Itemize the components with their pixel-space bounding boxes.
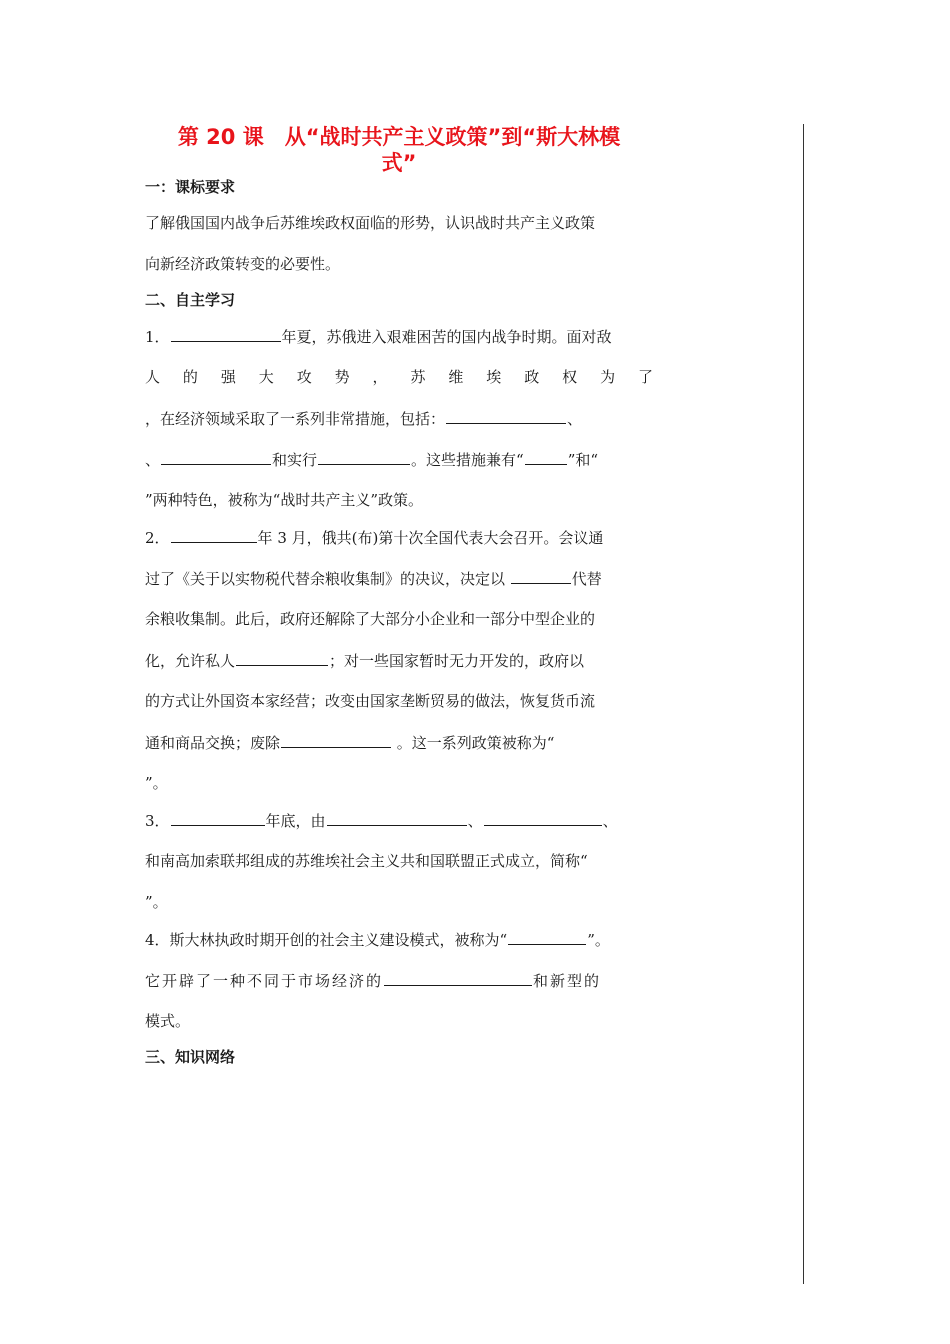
q4-text: 4．斯大林执政时期开创的社会主义建设模式，被称为“ bbox=[145, 931, 508, 949]
q1-line-e: ”两种特色，被称为“战时共产主义”政策。 bbox=[145, 491, 424, 509]
q4-blank-economy[interactable] bbox=[384, 969, 532, 986]
q3-line-a bbox=[145, 809, 653, 832]
q1-text: 。这些措施兼有“ bbox=[411, 451, 524, 469]
q3-blank-republic-2[interactable] bbox=[484, 809, 602, 826]
q1-text: 、 bbox=[567, 410, 583, 428]
q1-blank-measure-1[interactable] bbox=[446, 407, 566, 424]
q2-text: 代替 bbox=[571, 570, 602, 588]
q3-line-c: ”。 bbox=[145, 893, 168, 911]
q4-text: 和新型的 bbox=[533, 972, 602, 990]
q1-blank-measure-2[interactable] bbox=[161, 448, 271, 465]
q1-char: 权 bbox=[562, 368, 578, 386]
q2-line-d bbox=[145, 649, 653, 672]
q1-text: ”和“ bbox=[567, 451, 599, 469]
q2-line-c: 余粮收集制。此后，政府还解除了大部分小企业和一部分中型企业的 bbox=[145, 610, 596, 628]
q2-line-g: ”。 bbox=[145, 774, 168, 792]
q1-line-d bbox=[145, 448, 653, 471]
q4-blank-model[interactable] bbox=[508, 928, 586, 945]
q1-char: 政 bbox=[524, 368, 540, 386]
q2-text: 过了《关于以实物税代替余粮收集制》的决议，决定以 bbox=[145, 570, 510, 588]
q4-text: 它开辟了一种不同于市场经济的 bbox=[145, 972, 384, 990]
q3-number: 3． bbox=[145, 812, 170, 830]
q1-line-b bbox=[145, 366, 653, 388]
q2-blank-abolish[interactable] bbox=[281, 731, 391, 748]
q1-text: 年夏，苏俄进入艰难困苦的国内战争时期。面对敌 bbox=[281, 328, 612, 346]
q4-line-a bbox=[145, 928, 653, 951]
q4-text: ”。 bbox=[587, 931, 610, 949]
q1-text: 、 bbox=[145, 451, 161, 469]
q1-blank-feature[interactable] bbox=[525, 448, 567, 465]
q1-char: 攻 bbox=[296, 368, 312, 386]
lesson-title bbox=[145, 124, 653, 176]
q1-char: 埃 bbox=[486, 368, 502, 386]
title-line-2: 式” bbox=[381, 151, 417, 175]
q1-blank-year[interactable] bbox=[171, 325, 281, 342]
q3-line-b: 和南高加索联邦组成的苏维埃社会主义共和国联盟正式成立，简称“ bbox=[145, 852, 588, 870]
q2-text: 。这一系列政策被称为“ bbox=[392, 734, 555, 752]
q1-char: 人 bbox=[145, 368, 161, 386]
q1-char: 强 bbox=[220, 368, 236, 386]
q1-char: 维 bbox=[448, 368, 464, 386]
margin-line bbox=[803, 124, 804, 1284]
q1-char: 大 bbox=[258, 368, 274, 386]
section-heading-requirements: 一：课标要求 bbox=[145, 178, 236, 196]
q1-char: 苏 bbox=[410, 368, 426, 386]
q2-line-a bbox=[145, 526, 653, 549]
q2-text: ；对一些国家暂时无力开发的，政府以 bbox=[329, 652, 585, 670]
q1-line-a bbox=[145, 325, 653, 348]
q3-text: 、 bbox=[602, 812, 618, 830]
q1-text: 和实行 bbox=[272, 451, 318, 469]
q1-char: 的 bbox=[182, 368, 198, 386]
q4-line-b bbox=[145, 969, 653, 992]
requirements-text-2: 向新经济政策转变的必要性。 bbox=[145, 255, 341, 273]
section-heading-self-study: 二、自主学习 bbox=[145, 291, 236, 309]
q3-text: 、 bbox=[467, 812, 483, 830]
q2-line-e: 的方式让外国资本家经营；改变由国家垄断贸易的做法，恢复货币流 bbox=[145, 692, 596, 710]
q2-number: 2． bbox=[145, 529, 170, 547]
q1-char: 了 bbox=[637, 368, 653, 386]
q1-line-c bbox=[145, 407, 653, 430]
q3-blank-year[interactable] bbox=[171, 809, 265, 826]
q1-number: 1． bbox=[145, 328, 170, 346]
section-heading-knowledge-network: 三、知识网络 bbox=[145, 1048, 236, 1066]
q2-text: 化，允许私人 bbox=[145, 652, 236, 670]
q2-line-b bbox=[145, 567, 653, 590]
title-line-1: 第 20 课 从“战时共产主义政策”到“斯大林模 bbox=[177, 125, 621, 149]
q3-blank-republic-1[interactable] bbox=[327, 809, 467, 826]
q1-char: 势 bbox=[334, 368, 350, 386]
q1-char: ， bbox=[372, 368, 388, 386]
q2-blank-private[interactable] bbox=[236, 649, 328, 666]
q2-text: 通和商品交换；废除 bbox=[145, 734, 281, 752]
q3-text: 年底，由 bbox=[265, 812, 326, 830]
q2-text: 年 3 月，俄共(布)第十次全国代表大会召开。会议通 bbox=[257, 529, 604, 547]
q2-blank-tax[interactable] bbox=[511, 567, 571, 584]
q1-blank-measure-3[interactable] bbox=[318, 448, 410, 465]
q1-text: ，在经济领域采取了一系列非常措施，包括： bbox=[145, 410, 446, 428]
q4-line-c: 模式。 bbox=[145, 1012, 191, 1030]
q2-line-f bbox=[145, 731, 653, 754]
q1-char: 为 bbox=[600, 368, 616, 386]
requirements-text-1: 了解俄国国内战争后苏维埃政权面临的形势，认识战时共产主义政策 bbox=[145, 214, 596, 232]
q2-blank-year[interactable] bbox=[171, 526, 257, 543]
